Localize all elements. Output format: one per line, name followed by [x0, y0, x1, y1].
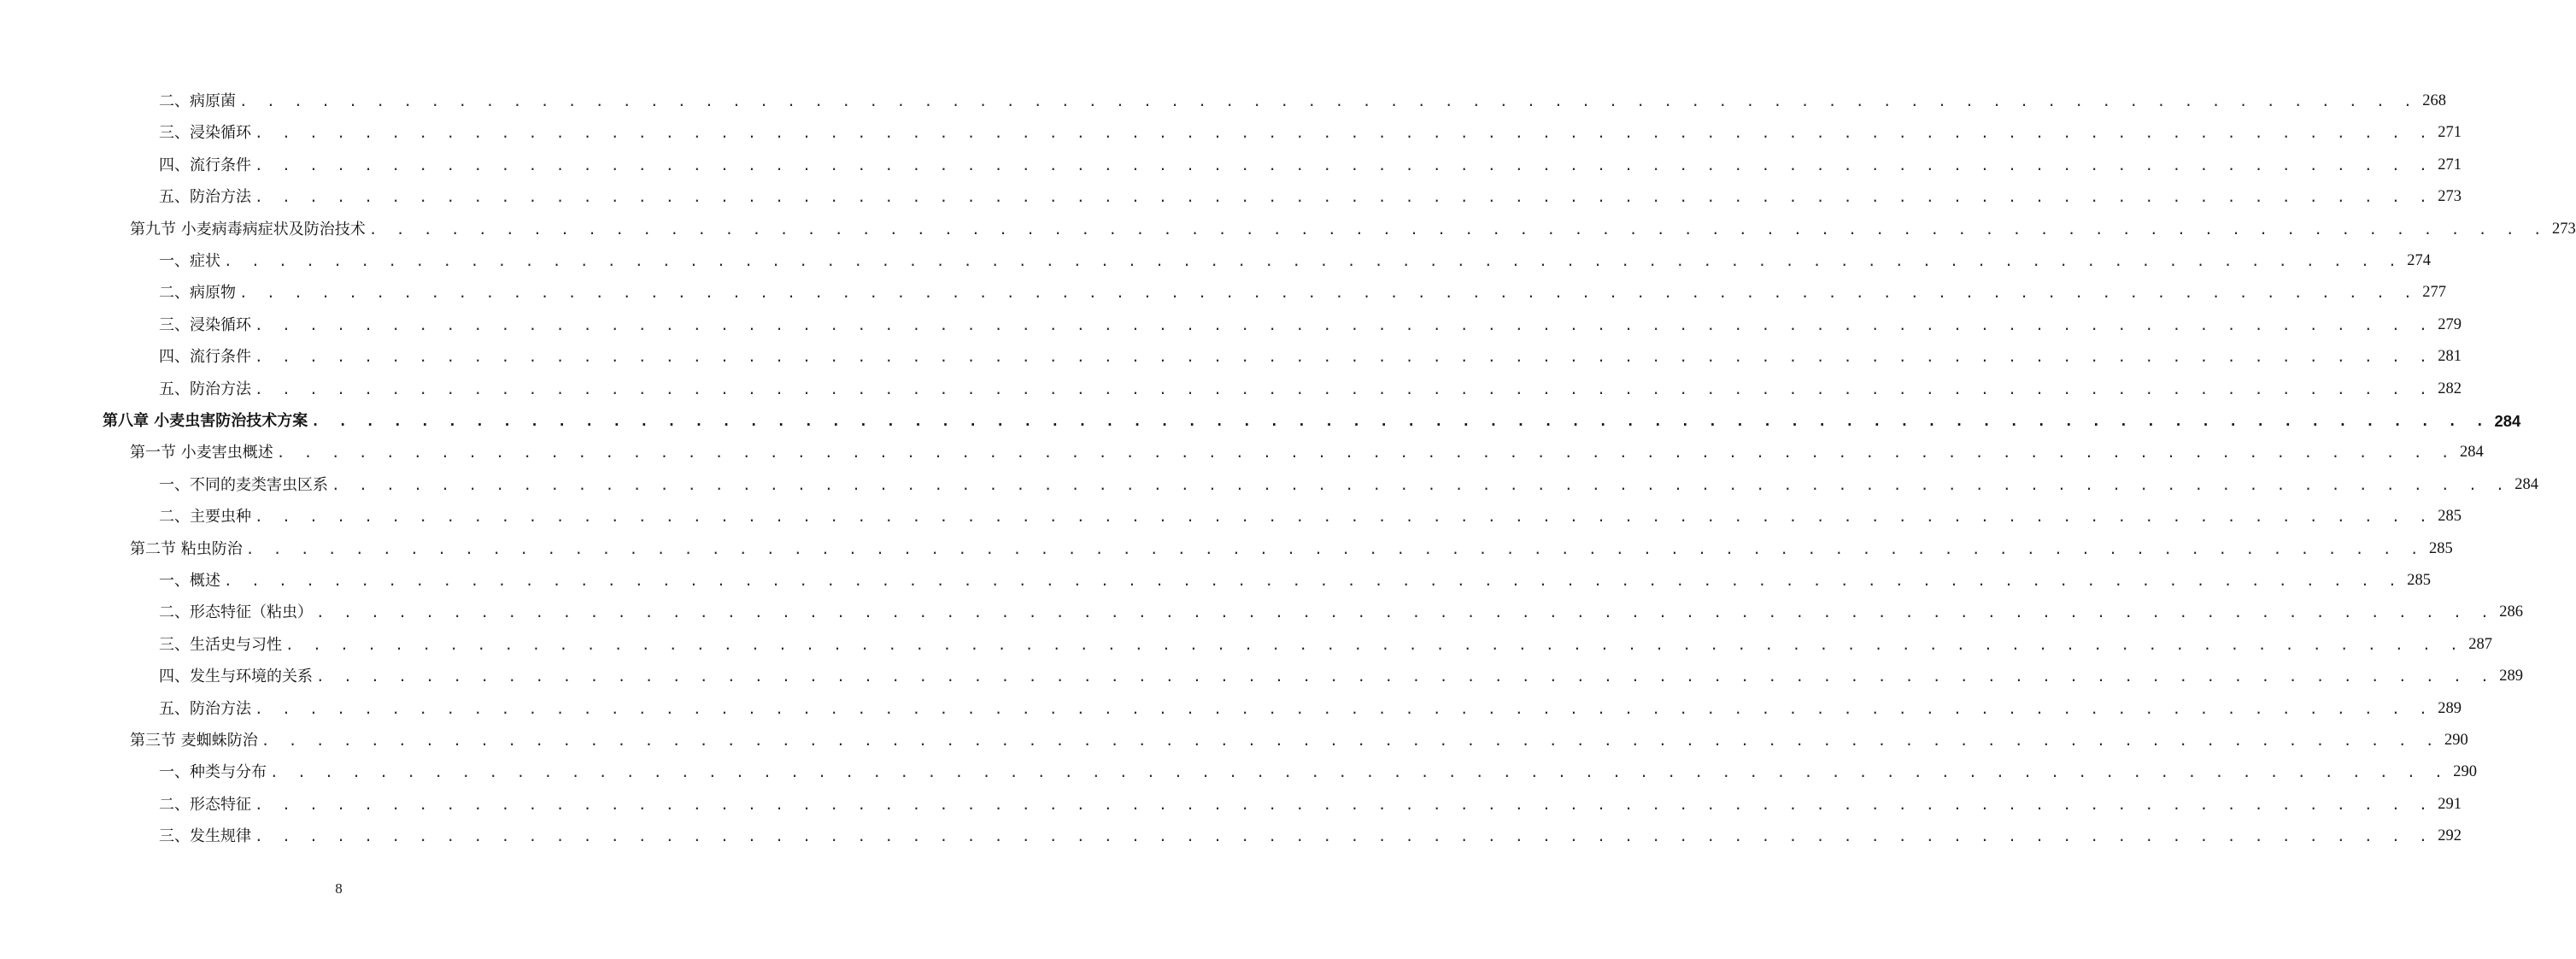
toc-entry[interactable] [159, 565, 2431, 597]
toc-entry-page: 290 [2453, 763, 2477, 781]
dot-leader: . . . . . . . . . . . . . . . . . . . . . . . . . . . . . . . . . . . . . . . . . . . . . . . . . . . . . . . . . . . . . . . . . . . . . . . . . . . . . . . . [224, 253, 2403, 269]
dot-leader: . . . . . . . . . . . . . . . . . . . . . . . . . . . . . . . . . . . . . . . . . . . . . . . . . . . . . . . . . . . . . . . . . . . . . . . . . . . . . . . . [368, 221, 2547, 238]
toc-entry[interactable] [159, 374, 2462, 405]
toc-entry-title: 三、浸染循环 [159, 124, 251, 143]
toc-entry[interactable] [159, 341, 2462, 373]
toc-entry-title: 二、主要虫种 [159, 508, 251, 527]
dot-leader: . . . . . . . . . . . . . . . . . . . . . . . . . . . . . . . . . . . . . . . . . . . . . . . . . . . . . . . . . . . . . . . . . . . . . . . . . . . . . . . . [255, 700, 2433, 717]
toc-entry-title: 二、病原物 [159, 284, 236, 303]
toc-entry-page: 274 [2407, 252, 2431, 269]
toc-entry[interactable] [130, 214, 2576, 245]
toc-entry-page: 285 [2407, 572, 2431, 589]
dot-leader: . . . . . . . . . . . . . . . . . . . . . . . . . . . . . . . . . . . . . . . . . . . . . . . . . . . . . . . . . . . . . . . . . . . . . . . . . . . . . . . . [261, 732, 2439, 749]
dot-leader: . . . . . . . . . . . . . . . . . . . . . . . . . . . . . . . . . . . . . . . . . . . . . . . . . . . . . . . . . . . . . . . . . . . . . . . . . . . . . . . . [316, 668, 2495, 685]
toc-entry[interactable] [159, 117, 2462, 149]
toc-entry-title: 三、发生规律 [159, 827, 251, 846]
dot-leader: . . . . . . . . . . . . . . . . . . . . . . . . . . . . . . . . . . . . . . . . . . . . . . . . . . . . . . . . . . . . . . . . . . . . . . . . . . . . . . . . [255, 316, 2433, 333]
dot-leader: . . . . . . . . . . . . . . . . . . . . . . . . . . . . . . . . . . . . . . . . . . . . . . . . . . . . . . . . . . . . . . . . . . . . . . . . . . . . . . . . [276, 444, 2455, 462]
toc-entry[interactable] [159, 629, 2492, 661]
toc-entry[interactable] [159, 693, 2462, 725]
dot-leader: . . . . . . . . . . . . . . . . . . . . . . . . . . . . . . . . . . . . . . . . . . . . . . . . . . . . . . . . . . . . . . . . . . . . . . . . . . . . . . . . [316, 604, 2495, 621]
toc-entry-page: 285 [2428, 539, 2453, 557]
toc-entry[interactable] [159, 469, 2538, 501]
dot-leader: . . . . . . . . . . . . . . . . . . . . . . . . . . . . . . . . . . . . . . . . . . . . . . . . . . . . . . . . . . . . . . . . . . . . . . . . . . . . . . . . [255, 796, 2433, 813]
toc-entry-title: 二、病原菌 [159, 92, 236, 110]
toc-entry-title: 第八章 小麦虫害防治技术方案 [103, 412, 308, 430]
toc-entry[interactable] [159, 661, 2523, 692]
toc-entry-page: 273 [2551, 220, 2576, 238]
dot-leader: . . . . . . . . . . . . . . . . . . . . . . . . . . . . . . . . . . . . . . . . . . . . . . . . . . . . . . . . . . . . . . . . . . . . . . . . . . . . . . . . [285, 636, 2464, 653]
toc-entry-page: 286 [2499, 603, 2523, 621]
toc-entry-title: 第一节 小麦害虫概述 [130, 444, 273, 462]
toc-entry[interactable] [159, 85, 2446, 117]
toc-entry-page: 290 [2444, 732, 2468, 749]
toc-entry-page: 268 [2422, 92, 2446, 109]
toc-entry-title: 三、生活史与习性 [159, 635, 282, 654]
toc-entry-page: 287 [2468, 635, 2492, 653]
toc-entry[interactable] [159, 821, 2462, 852]
toc-entry-page: 273 [2438, 188, 2462, 206]
toc-entry-page: 289 [2499, 668, 2523, 685]
dot-leader: . . . . . . . . . . . . . . . . . . . . . . . . . . . . . . . . . . . . . . . . . . . . . . . . . . . . . . . . . . . . . . . . . . . . . . . . . . . . . . . . [311, 413, 2490, 429]
toc-entry-page: 292 [2438, 827, 2462, 845]
toc-entry-title: 二、形态特征（粘虫） [159, 603, 313, 622]
page-number: 8 [335, 880, 343, 897]
toc-entry-page: 289 [2438, 699, 2462, 717]
toc-entry[interactable] [159, 501, 2462, 532]
dot-leader: . . . . . . . . . . . . . . . . . . . . . . . . . . . . . . . . . . . . . . . . . . . . . . . . . . . . . . . . . . . . . . . . . . . . . . . . . . . . . . . . [255, 189, 2433, 206]
toc-entry[interactable] [130, 437, 2484, 468]
dot-leader: . . . . . . . . . . . . . . . . . . . . . . . . . . . . . . . . . . . . . . . . . . . . . . . . . . . . . . . . . . . . . . . . . . . . . . . . . . . . . . . . [239, 93, 2418, 109]
toc-entry-title: 一、种类与分布 [159, 763, 267, 782]
dot-leader: . . . . . . . . . . . . . . . . . . . . . . . . . . . . . . . . . . . . . . . . . . . . . . . . . . . . . . . . . . . . . . . . . . . . . . . . . . . . . . . . [270, 764, 2449, 781]
toc-entry[interactable] [130, 533, 2453, 565]
toc-entry-title: 一、不同的麦类害虫区系 [159, 475, 328, 494]
dot-leader: . . . . . . . . . . . . . . . . . . . . . . . . . . . . . . . . . . . . . . . . . . . . . . . . . . . . . . . . . . . . . . . . . . . . . . . . . . . . . . . . [255, 509, 2433, 526]
toc-entry[interactable] [159, 309, 2462, 341]
toc-entry-page: 284 [2459, 444, 2484, 462]
toc-entry-title: 二、形态特征 [159, 795, 251, 814]
toc-entry-title: 四、流行条件 [159, 348, 251, 367]
toc-entry-page: 284 [2494, 412, 2521, 430]
toc-entry-page: 285 [2438, 508, 2462, 526]
toc-entry-page: 271 [2438, 156, 2462, 174]
toc-entry-page: 277 [2422, 284, 2446, 302]
toc-entry-title: 第二节 粘虫防治 [130, 539, 243, 558]
toc-entry-title: 四、发生与环境的关系 [159, 668, 313, 686]
toc-entry[interactable] [159, 150, 2462, 181]
dot-leader: . . . . . . . . . . . . . . . . . . . . . . . . . . . . . . . . . . . . . . . . . . . . . . . . . . . . . . . . . . . . . . . . . . . . . . . . . . . . . . . . [332, 476, 2510, 493]
toc-entry-title: 一、症状 [159, 252, 220, 270]
toc-entry[interactable] [130, 725, 2468, 756]
dot-leader: . . . . . . . . . . . . . . . . . . . . . . . . . . . . . . . . . . . . . . . . . . . . . . . . . . . . . . . . . . . . . . . . . . . . . . . . . . . . . . . . [239, 285, 2418, 302]
toc-entry-title: 四、流行条件 [159, 156, 251, 174]
toc-entry-title: 一、概述 [159, 572, 220, 590]
dot-leader: . . . . . . . . . . . . . . . . . . . . . . . . . . . . . . . . . . . . . . . . . . . . . . . . . . . . . . . . . . . . . . . . . . . . . . . . . . . . . . . . [255, 156, 2433, 174]
toc-entry[interactable] [159, 277, 2446, 309]
toc-entry-page: 282 [2438, 379, 2462, 397]
toc-entry[interactable] [159, 789, 2462, 821]
toc-entry-title: 第九节 小麦病毒病症状及防治技术 [130, 220, 366, 238]
toc-entry-page: 271 [2438, 124, 2462, 142]
dot-leader: . . . . . . . . . . . . . . . . . . . . . . . . . . . . . . . . . . . . . . . . . . . . . . . . . . . . . . . . . . . . . . . . . . . . . . . . . . . . . . . . [245, 540, 2424, 557]
toc-entry[interactable] [159, 597, 2523, 628]
toc-entry-page: 284 [2514, 475, 2538, 493]
dot-leader: . . . . . . . . . . . . . . . . . . . . . . . . . . . . . . . . . . . . . . . . . . . . . . . . . . . . . . . . . . . . . . . . . . . . . . . . . . . . . . . . [255, 380, 2433, 397]
toc-entry-title: 第三节 麦蜘蛛防治 [130, 732, 258, 750]
toc-entry[interactable] [159, 245, 2431, 277]
toc-entry-page: 291 [2438, 795, 2462, 813]
toc-entry[interactable] [159, 756, 2477, 788]
toc-entry-page: 279 [2438, 315, 2462, 333]
dot-leader: . . . . . . . . . . . . . . . . . . . . . . . . . . . . . . . . . . . . . . . . . . . . . . . . . . . . . . . . . . . . . . . . . . . . . . . . . . . . . . . . [255, 349, 2433, 366]
toc-entry[interactable] [159, 181, 2462, 213]
dot-leader: . . . . . . . . . . . . . . . . . . . . . . . . . . . . . . . . . . . . . . . . . . . . . . . . . . . . . . . . . . . . . . . . . . . . . . . . . . . . . . . . [224, 573, 2403, 589]
toc-entry-page: 281 [2438, 348, 2462, 366]
dot-leader: . . . . . . . . . . . . . . . . . . . . . . . . . . . . . . . . . . . . . . . . . . . . . . . . . . . . . . . . . . . . . . . . . . . . . . . . . . . . . . . . [255, 125, 2433, 142]
toc-entry-title: 五、防治方法 [159, 188, 251, 207]
toc-entry-title: 五、防治方法 [159, 379, 251, 398]
toc-entry-title: 五、防治方法 [159, 699, 251, 718]
dot-leader: . . . . . . . . . . . . . . . . . . . . . . . . . . . . . . . . . . . . . . . . . . . . . . . . . . . . . . . . . . . . . . . . . . . . . . . . . . . . . . . . [255, 828, 2433, 845]
toc-entry[interactable] [103, 405, 2521, 437]
toc-entry-title: 三、浸染循环 [159, 315, 251, 334]
